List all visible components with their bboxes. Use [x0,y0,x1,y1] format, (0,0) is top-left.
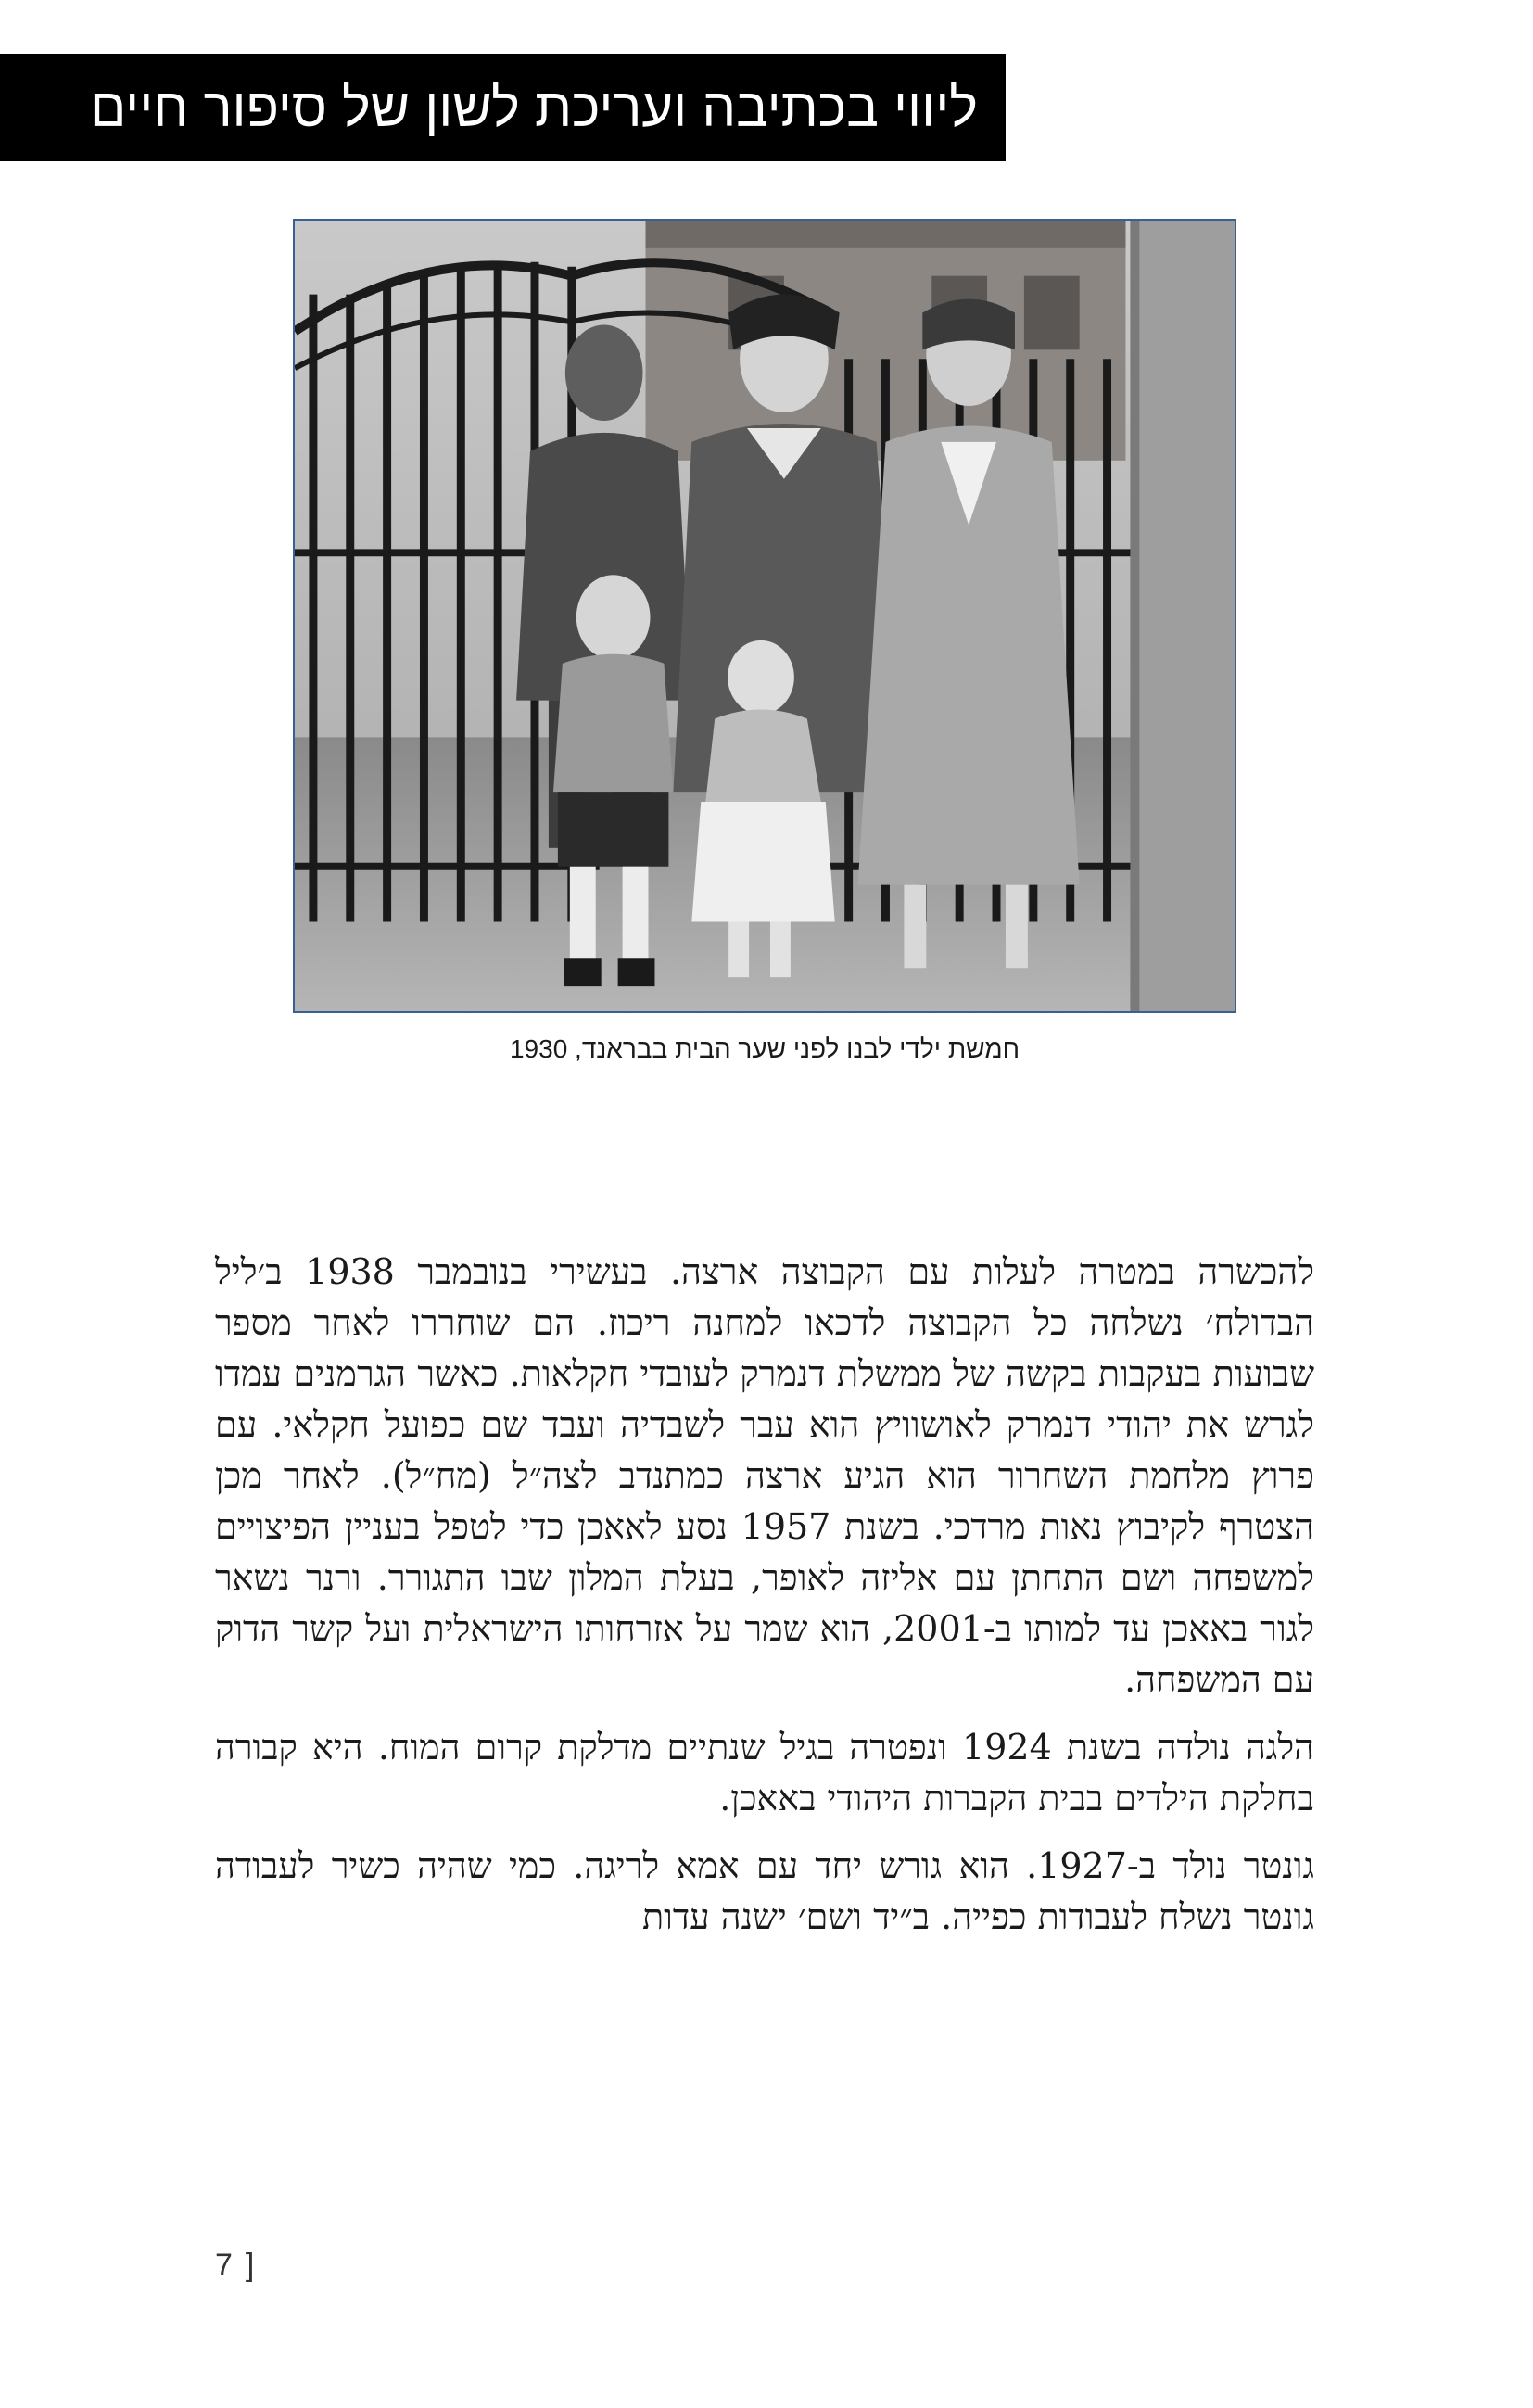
page-number [215,2248,254,2284]
body-text [215,1247,1314,1959]
page-number-value: 7 [215,2248,233,2283]
family-photo-illustration [295,221,1235,1011]
paragraph-helga: הלגה נולדה בשנת 1924 ונפטרה בגיל שנתיים מדלקת קרום המוח. היא קבורה בחלקת הילדים בבית הקברות היהודי באאכן. [215,1727,1314,1819]
family-photo [293,219,1236,1013]
page-title: ליווי בכתיבה ועריכת לשון של סיפור חיים [89,77,978,138]
paragraph-werner: להכשרה במטרה לעלות עם הקבוצה ארצה. בעשירי בנובמבר 1938 ב׳ליל הבדולח׳ נשלחה כל הקבוצה לדכאו למחנה ריכוז. הם שוחררו לאחר מספר שבועות בעקבות בקשה של ממשלת דנמרק לעובדי חקלאות. כאשר הגרמנים עמדו לגרש את יהודי דנמרק לאושוויץ הוא עבר לשבדיה ועבד שם כפועל חקלאי. עם פרוץ מלחמת השחרור הוא הגיע ארצה כמתנדב לצה״ל (מח״ל). לאחר מכן הצטרף לקיבוץ נאות מרדכי. בשנת 1957 נסע לאאכן כדי לטפל בעניין הפיצויים למשפחה ושם התחתן עם אליזה לאופר, בעלת המלון שבו התגורר. ורנר נשאר לגור באאכן עד למותו ב-2001, הוא שמר על אזרחותו הישראלית ועל קשר הדוק עם המשפחה. [215,1251,1315,1700]
photo-caption: חמשת ילדי לבנו לפני שער הבית בבראנד, 1930 [509,1034,1020,1063]
paragraph-gunter: גונטר נולד ב-1927. הוא גורש יחד עם אמא לריגה. כמי שהיה כשיר לעבודה גונטר נשלח לעבודות כפייה. ב״יד ושם׳ ישנה עדות [215,1845,1314,1937]
page-number-bracket: ] [245,2248,255,2283]
header-banner [0,54,1006,161]
